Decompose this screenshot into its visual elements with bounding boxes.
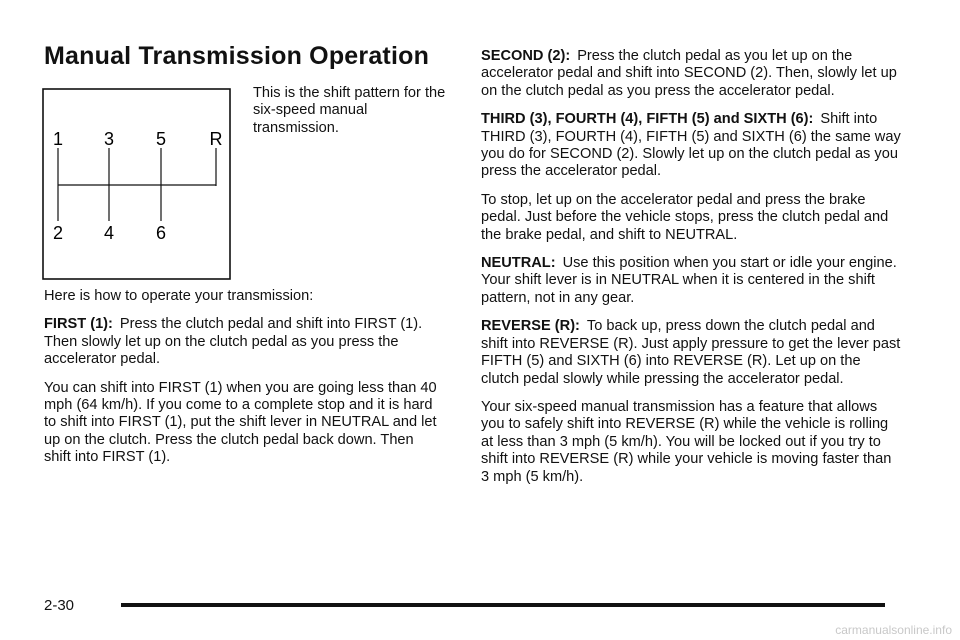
gear-label-4: 4 <box>103 223 115 243</box>
stopping-paragraph: To stop, let up on the accelerator pedal and press the brake pedal. Just before the vehicle stops, press the clutch pedal and the brake pedal, and shift to NEUTRAL. <box>481 191 889 243</box>
page-title: Manual Transmission Operation <box>44 42 430 70</box>
higher-gears-lead: THIRD (3), FOURTH (4), FIFTH (5) and SIXTH (6): <box>481 111 814 128</box>
higher-gears-text: Shift into THIRD (3), FOURTH (4), FIFTH (5) and SIXTH (6) the same way you do for SECOND (2). Slowly let up on the clutch pedal as you press the accelerator pedal. <box>481 111 901 180</box>
gear-label-1: 1 <box>52 129 64 149</box>
first-gear-lead: FIRST (1): <box>44 316 113 333</box>
intro-paragraph: Here is how to operate your transmission: <box>44 288 314 304</box>
footer-rule <box>121 603 885 607</box>
first-gear-text: Press the clutch pedal and shift into FIRST (1). Then slowly let up on the clutch pedal as you press the accelerator pedal. <box>44 316 423 368</box>
shift-pattern-graphic <box>42 88 232 281</box>
gear-label-3: 3 <box>103 129 115 149</box>
reverse-text: To back up, press down the clutch pedal and shift into REVERSE (R). Just apply pressure to get the lever past FIFTH (5) and SIXTH (6) into REVERSE (R). Let up on the clutch pedal slowly while pressing the accelerator pedal. <box>481 318 901 387</box>
neutral-paragraph <box>481 255 901 307</box>
shift-pattern-diagram <box>42 88 232 281</box>
watermark: carmanualsonline.info <box>835 623 952 637</box>
diagram-caption: This is the shift pattern for the six-speed manual transmission. <box>253 85 446 136</box>
second-gear-text: Press the clutch pedal as you let up on the accelerator pedal and shift into SECOND (2). Then, slowly let up on the clutch pedal as you press the accelerator pedal. <box>481 48 897 99</box>
higher-gears-paragraph <box>481 111 901 181</box>
gear-label-2: 2 <box>52 223 64 243</box>
page-number: 2-30 <box>44 597 75 614</box>
right-column <box>481 48 901 497</box>
neutral-lead: NEUTRAL: <box>481 255 556 272</box>
second-gear-paragraph <box>481 48 901 100</box>
reverse-lead: REVERSE (R): <box>481 318 580 335</box>
first-gear-paragraph <box>44 316 444 368</box>
gear-label-6: 6 <box>155 223 167 243</box>
gear-label-5: 5 <box>155 129 167 149</box>
reverse-lockout-paragraph: Your six-speed manual transmission has a feature that allows you to safely shift into REVERSE (R) while the vehicle is rolling at less than 3 mph (5 km/h). You will be locked out if you try to shift into REVERSE (R) while your vehicle is moving faster than 3 mph (5 km/h). <box>481 398 892 485</box>
diagram-border <box>43 89 230 279</box>
neutral-text: Use this position when you start or idle your engine. Your shift lever is in NEUTRAL when it is centered in the shift pattern, not in any gear. <box>481 255 897 306</box>
reverse-paragraph <box>481 318 901 388</box>
gear-label-r: R <box>209 129 223 149</box>
left-column <box>44 288 444 478</box>
second-gear-lead: SECOND (2): <box>481 48 571 64</box>
first-gear-note-paragraph: You can shift into FIRST (1) when you are going less than 40 mph (64 km/h). If you come to a complete stop and it is hard to shift into FIRST (1), put the shift lever in NEUTRAL and let up on the clutch. Press the clutch pedal back down. Then shift into FIRST (1). <box>44 379 437 466</box>
